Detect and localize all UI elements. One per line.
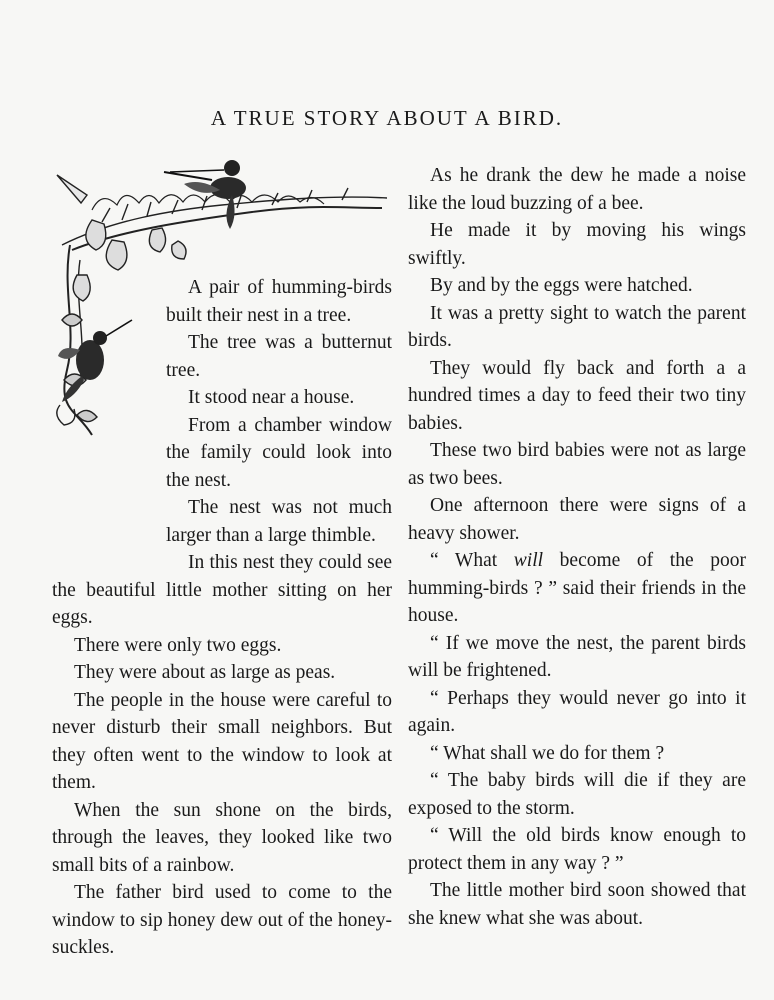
paragraph: “ Will the old birds know enough to protect them in any way ? ” bbox=[408, 825, 746, 874]
left-column bbox=[52, 162, 392, 962]
paragraph: From a chamber window the family could look into the nest. bbox=[166, 414, 392, 491]
paragraph: The little mother bird soon showed that she knew what she was about. bbox=[408, 880, 746, 929]
paragraph: “ Perhaps they would never go into it again. bbox=[408, 687, 746, 736]
paragraph: “ If we move the nest, the parent birds will be frightened. bbox=[408, 632, 746, 681]
paragraph: There were only two eggs. bbox=[74, 634, 282, 656]
paragraph: The people in the house were careful to never disturb their small neighbors. But they often went to the window to look at them. bbox=[52, 689, 392, 793]
right-column bbox=[408, 162, 746, 932]
paragraph: One afternoon there were signs of a heavy shower. bbox=[408, 495, 746, 544]
paragraph: He made it by moving his wings swiftly. bbox=[408, 220, 746, 269]
page-title: A TRUE STORY ABOUT A BIRD. bbox=[210, 106, 564, 130]
paragraph: As he drank the dew he made a noise like the loud buzzing of a bee. bbox=[408, 165, 746, 214]
paragraph: By and by the eggs were hatched. bbox=[430, 275, 693, 296]
emphasized-word: will bbox=[513, 550, 544, 571]
paragraph: The father bird used to come to the window to sip honey dew out of the honey-suckles. bbox=[52, 882, 392, 958]
paragraph: A pair of humming-birds built their nest in a tree. bbox=[166, 277, 392, 326]
quote-open: “ What bbox=[430, 550, 514, 571]
quote-rest: become of the poor humming-birds ? ” said their friends in the house. bbox=[408, 550, 746, 626]
paragraph: “ What shall we do for them ? bbox=[430, 742, 665, 764]
paragraph: They would fly back and forth a a hundred times a day to feed their two tiny babies. bbox=[408, 357, 746, 434]
paragraph: When the sun shone on the birds, through the leaves, they looked like two small bits of a rainbow. bbox=[52, 799, 392, 876]
paragraph: These two bird babies were not as large as two bees. bbox=[408, 440, 746, 489]
paragraph: It was a pretty sight to watch the parent birds. bbox=[408, 302, 746, 351]
paragraph: “ The baby birds will die if they are exposed to the storm. bbox=[408, 770, 746, 819]
paragraph bbox=[408, 547, 746, 630]
paragraph: In this nest they could see the beautiful little mother sitting on her eggs. bbox=[52, 552, 392, 628]
paragraph: The tree was a butternut tree. bbox=[166, 332, 392, 381]
paragraph: The nest was not much larger than a large thimble. bbox=[166, 497, 392, 546]
paragraph: It stood near a house. bbox=[188, 387, 355, 408]
paragraph: They were about as large as peas. bbox=[74, 662, 336, 683]
ornament-spacer bbox=[52, 274, 162, 554]
